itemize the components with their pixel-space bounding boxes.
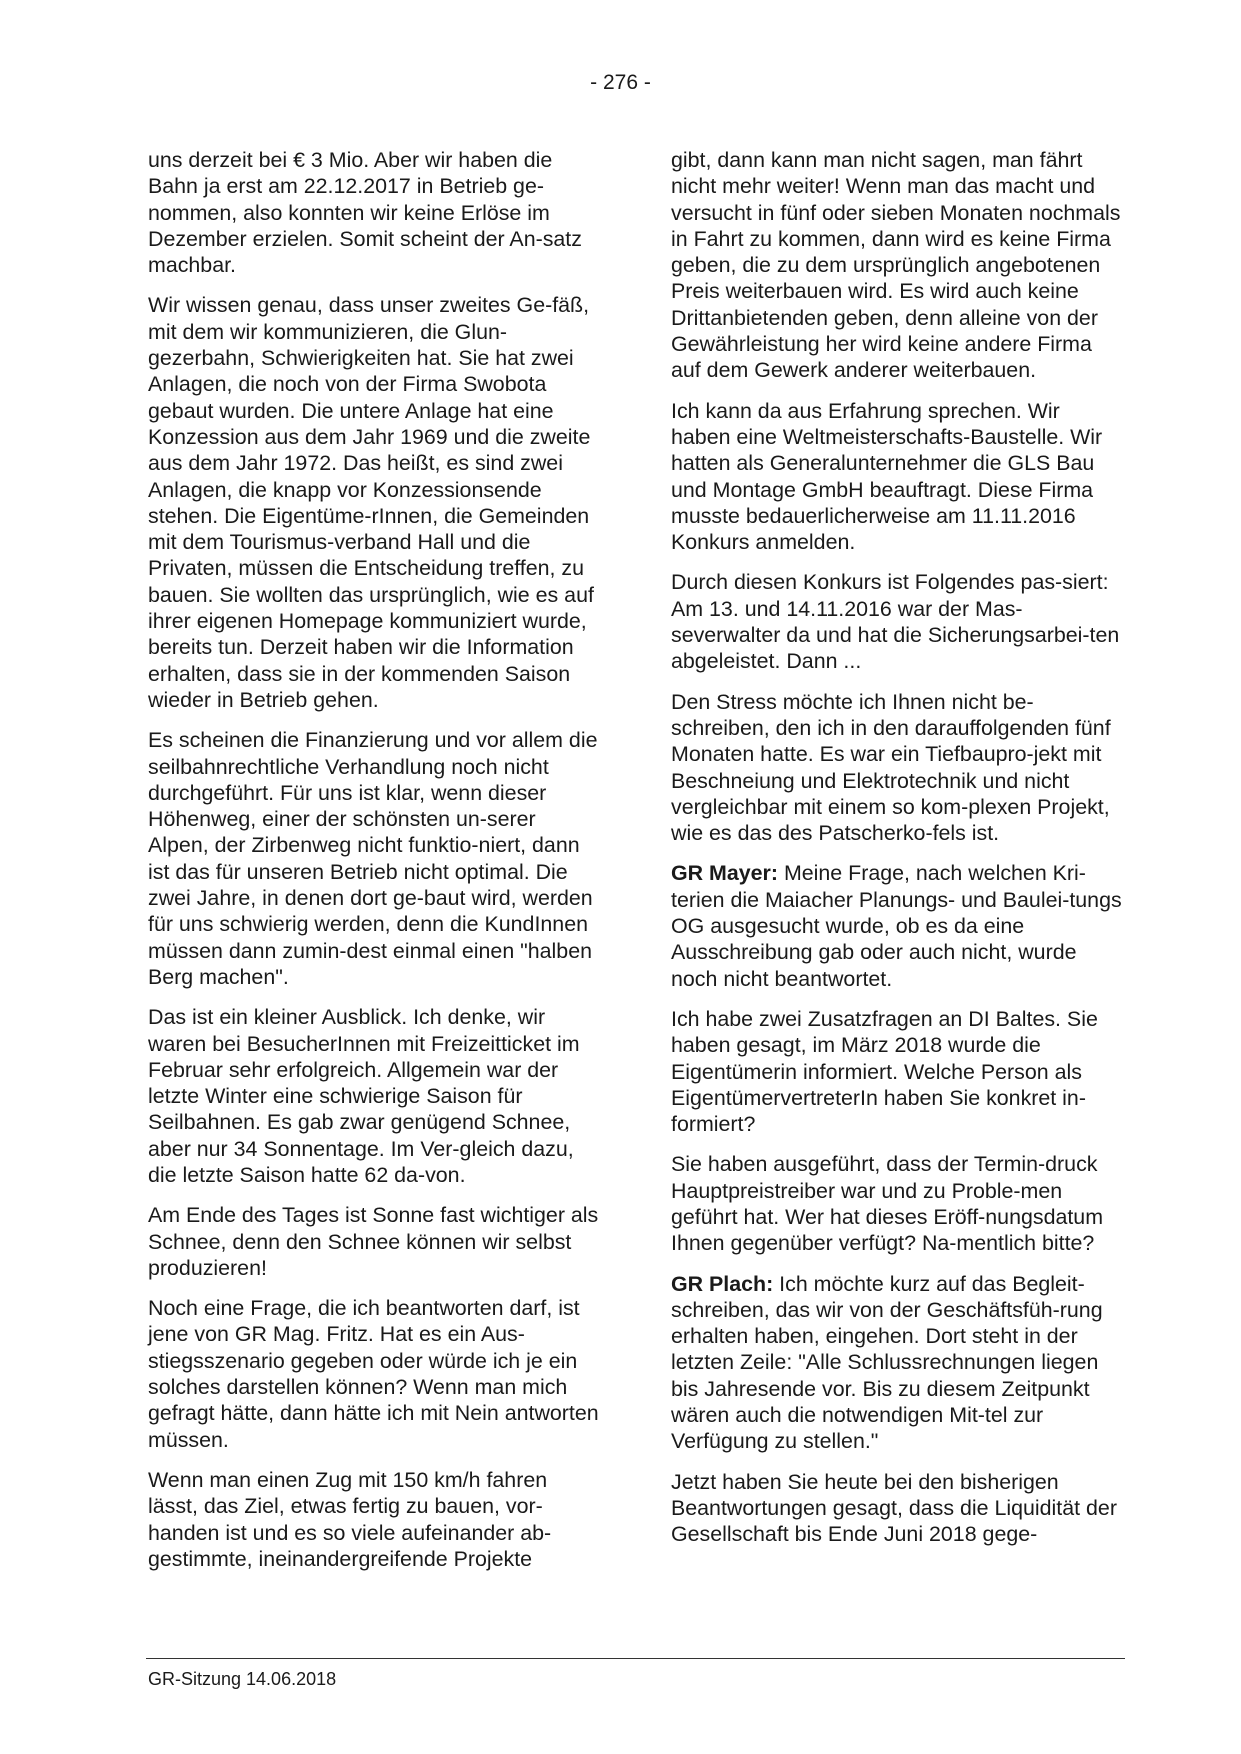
paragraph: Ich habe zwei Zusatzfragen an DI Baltes. Sie haben gesagt, im März 2018 wurde die Eigentümerin informiert. Welche Person als EigentümervertreterIn haben Sie konkret in-formiert?	[671, 1006, 1098, 1137]
page-number: - 276 -	[590, 71, 651, 94]
speaker-name: GR Plach:	[671, 1271, 774, 1296]
paragraph: Ich kann da aus Erfahrung sprechen. Wir haben eine Weltmeisterschafts-Baustelle. Wir hatten als Generalunternehmer die GLS Bau und Montage GmbH beauftragt. Diese Firma musste bedauerlicherweise am 11.11.2016 Konkurs anmelden.	[671, 398, 1103, 555]
paragraph: Sie haben ausgeführt, dass der Termin-druck Hauptpreistreiber war und zu Proble-men geführt hat. Wer hat dieses Eröff-nungsdatum Ihnen gegenüber verfügt? Na-mentlich bitte?	[671, 1152, 1104, 1256]
left-column	[148, 147, 599, 1586]
paragraph: Jetzt haben Sie heute bei den bisherigen Beantwortungen gesagt, dass die Liquidität der Gesellschaft bis Ende Juni 2018 gege-	[671, 1469, 1117, 1547]
speaker-name: GR Mayer:	[671, 861, 778, 886]
footer-session-date: GR-Sitzung 14.06.2018	[148, 1669, 337, 1689]
paragraph: gibt, dann kann man nicht sagen, man fährt nicht mehr weiter! Wenn man das macht und versucht in fünf oder sieben Monaten nochmals in Fahrt zu kommen, dann wird es keine Firma geben, die zu dem ursprünglich angebotenen Preis weiterbauen wird. Es wird auch keine Drittanbietenden geben, denn alleine von der Gewährleistung her wird keine andere Firma auf dem Gewerk anderer weiterbauen.	[671, 148, 1121, 383]
speaker-text: Ich möchte kurz auf das Begleit-schreiben, das wir von der Geschäftsfüh-rung erhalten haben, eingehen. Dort steht in der letzten Zeile: "Alle Schlussrechnungen liegen bis Jahresende vor. Bis zu diesem Zeitpunkt wären auch die notwendigen Mit-tel zur Verfügung zu stellen."	[671, 1271, 1103, 1454]
paragraph: Wir wissen genau, dass unser zweites Ge-fäß, mit dem wir kommunizieren, die Glun-gezerbahn, Schwierigkeiten hat. Sie hat zwei Anlagen, die noch von der Firma Swobota gebaut wurden. Die untere Anlage hat eine Konzession aus dem Jahr 1969 und die zweite aus dem Jahr 1972. Das heißt, es sind zwei Anlagen, die knapp vor Konzessionsende stehen. Die Eigentüme-rInnen, die Gemeinden mit dem Tourismus-verband Hall und die Privaten, müssen die Entscheidung treffen, zu bauen. Sie wollten das ursprünglich, wie es auf ihrer eigenen Homepage kommuniziert wurde, bereits tun. Derzeit haben wir die Information erhalten, dass sie in der kommenden Saison wieder in Betrieb gehen.	[148, 293, 594, 712]
speaker-text: Meine Frage, nach welchen Kri-terien die Maiacher Planungs- und Baulei-tungs OG ausgesucht wurde, ob es da eine Ausschreibung gab oder auch nicht, wurde noch nicht beantwortet.	[671, 861, 1122, 991]
paragraph: Noch eine Frage, die ich beantworten darf, ist jene von GR Mag. Fritz. Hat es ein Aus-stiegsszenario gegeben oder würde ich je ein solches darstellen können? Wenn man mich gefragt hätte, dann hätte ich mit Nein antworten müssen.	[148, 1296, 599, 1452]
speaker-paragraph-plach	[671, 1271, 1122, 1455]
paragraph: Den Stress möchte ich Ihnen nicht be-schreiben, den ich in den darauffolgenden fünf Monaten hatte. Es war ein Tiefbaupro-jekt mit Beschneiung und Elektrotechnik und nicht vergleichbar mit einem so kom-plexen Projekt, wie es das des Patscherko-fels ist.	[671, 689, 1111, 846]
paragraph: Das ist ein kleiner Ausblick. Ich denke, wir waren bei BesucherInnen mit Freizeitticket im Februar sehr erfolgreich. Allgemein war der letzte Winter eine schwierige Saison für Seilbahnen. Es gab zwar genügend Schnee, aber nur 34 Sonnentage. Im Ver-gleich dazu, die letzte Saison hatte 62 da-von.	[148, 1005, 580, 1187]
paragraph: uns derzeit bei € 3 Mio. Aber wir haben die Bahn ja erst am 22.12.2017 in Betrieb ge-nommen, also konnten wir keine Erlöse im Dezember erzielen. Somit scheint der An-satz machbar.	[148, 148, 582, 278]
paragraph: Wenn man einen Zug mit 150 km/h fahren lässt, das Ziel, etwas fertig zu bauen, vor-handen ist und es so viele aufeinander ab-gestimmte, ineinandergreifende Projekte	[148, 1467, 552, 1571]
paragraph: Es scheinen die Finanzierung und vor allem die seilbahnrechtliche Verhandlung noch nicht durchgeführt. Für uns ist klar, wenn dieser Höhenweg, einer der schönsten un-serer Alpen, der Zirbenweg nicht funktio-niert, dann ist das für unseren Betrieb nicht optimal. Die zwei Jahre, in denen dort ge-baut wird, werden für uns schwierig werden, denn die KundInnen müssen dann zumin-dest einmal einen "halben Berg machen".	[148, 728, 598, 989]
paragraph: Am Ende des Tages ist Sonne fast wichtiger als Schnee, denn den Schnee können wir selbst produzieren!	[148, 1203, 599, 1280]
paragraph: Durch diesen Konkurs ist Folgendes pas-siert: Am 13. und 14.11.2016 war der Mas-severwalter da und hat die Sicherungsarbei-ten abgeleistet. Dann ...	[671, 570, 1120, 674]
right-column	[671, 147, 1122, 1562]
speaker-paragraph-mayer	[671, 860, 1122, 991]
footer-divider	[146, 1658, 1125, 1659]
